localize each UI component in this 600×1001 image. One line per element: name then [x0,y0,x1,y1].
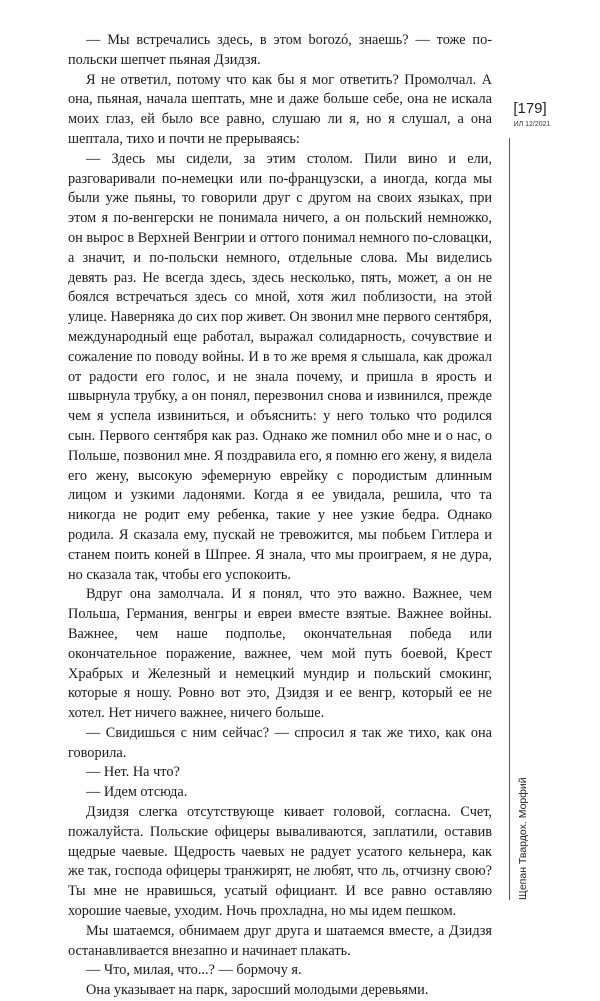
paragraph: — Мы встречались здесь, в этом borozó, знаешь? — тоже по-польски шепчет пьяная Дзидзя. [68,32,492,68]
paragraph: Вдруг она замолчала. И я понял, что это важно. Важнее, чем Польша, Германия, венгры и евреи вместе взятые. Важнее войны. Важнее, чем наше подполье, окончательная победа или окончательное поражение, важнее, чем мой путь боевой, Крест Храбрых и Железный и немецкий мундир и польский смокинг, которые я ношу. Ровно вот это, Дзидзя и ее венгр, который ее не хотел. Нет ничего важнее, ничего больше. [68,586,492,722]
running-head: Щепан Твардох. Морфий [517,777,529,900]
margin-divider [509,138,510,900]
paragraph: Она указывает на парк, заросший молодыми деревьями. [86,982,429,999]
body-text [68,31,492,1001]
paragraph: — Нет. На что? [86,764,180,781]
paragraph: Мы шатаемся, обнимаем друг друга и шатаемся вместе, а Дзидзя останавливается внезапно и начинает плакать. [68,922,492,959]
right-bracket: ] [542,100,547,117]
issue-label: ИЛ 12/2021 [513,121,551,128]
paragraph: — Что, милая, что...? — бормочу я. [86,962,302,979]
paragraph: Дзидзя слегка отсутствующе кивает головой, согласна. Счет, пожалуйста. Польские офицеры вываливаются, заплатили, оставив щедрые чаевые. Щедрость чаевых не радует усатого кельнера, как же так, господа офицеры транжирят, не любят, что ль, отчизну свою? Ты мне не нравишься, усатый официант. И все равно оставляю хорошие чаевые, уходим. Ночь прохладна, но мы идем пешком. [68,804,492,920]
left-bracket: [ [513,100,518,117]
page-number-value: 179 [517,100,543,117]
paragraph: — Свидишься с ним сейчас? — спросил я так же тихо, как она говорила. [68,724,492,761]
page-number [508,97,552,121]
paragraph: Я не ответил, потому что как бы я мог ответить? Промолчал. А она, пьяная, начала шептать, мне и даже больше себе, она не искала моих глаз, ей было все равно, слушаю ли я, но я слушал, а она шептала, тихо и почти не прерываясь: [68,71,492,147]
paragraph: — Идем отсюда. [86,784,188,801]
paragraph: — Здесь мы сидели, за этим столом. Пили вино и ели, разговаривали по-немецки или по-французски, а иногда, когда мы были уже пьяны, то говорили друг с другом на своих языках, при этом я по-венгерски не понимала ничего, а он польский немножко, он вырос в Верхней Венгрии и оттого понимал немного по-словацки, а значит, и по-польски немного, отдельные слова. Мы виделись девять раз. Не всегда здесь, здесь несколько, пять, может, а он не боялся встречаться здесь со мной, хотя жил поблизости, на этой улице. Наверняка до сих пор живет. Он звонил мне первого сентября, международный еще работал, выражал солидарность, сочувствие и сожаление по поводу войны. И в то же время я слышала, как дрожал от радости его голос, и не знала почему, и пришла в ярость и швырнула трубку, а он понял, перезвонил снова и извинился, прежде чем я успела извиниться, и объяснить: у него только что родился сын. Первого сентября как раз. Однако же помнил обо мне и о нас, о Польше, позвонил мне. Я поздравила его, я помню его жену, я видела его жену, высокую эфемерную еврейку с породистым длинным лицом и узкими ладонями. Когда я ее увидала, решила, что та никогда не родит ему ребенка, такие у нее узкие бедра. Однако родила. Я сказала ему, пускай не тревожится, мы побьем Гитлера и станем поить коней в Шпрее. Я знала, что мы проиграем, я не дура, но сказала так, чтобы его успокоить. [68,150,492,583]
